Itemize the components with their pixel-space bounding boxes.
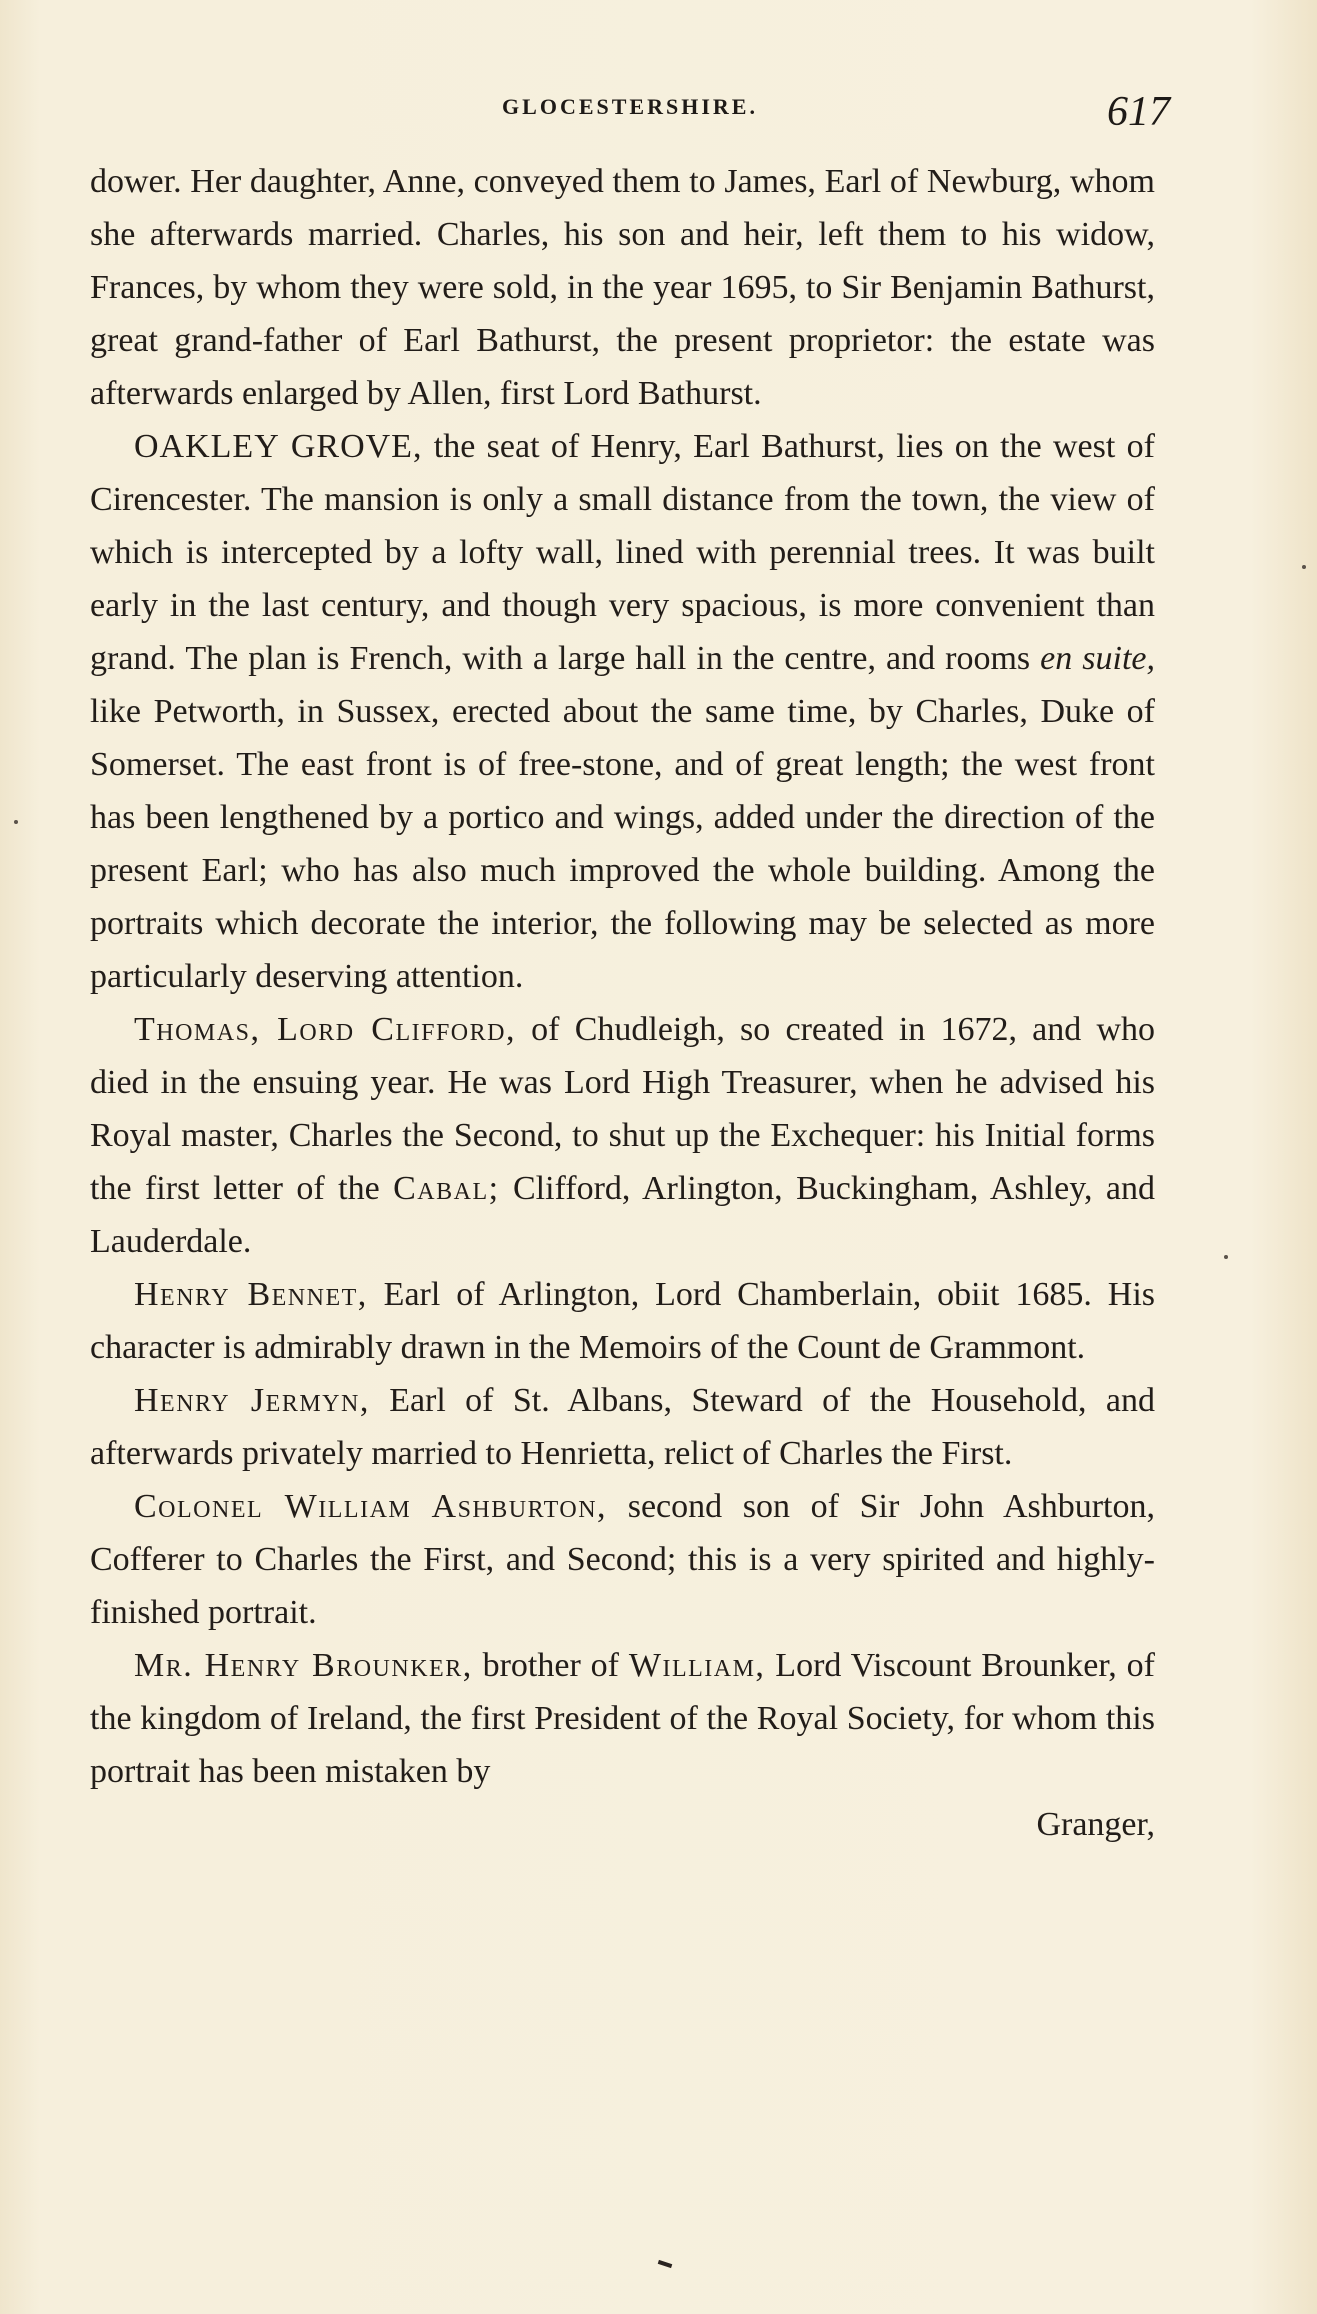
paragraph-text: like Petworth, in Sussex, erected about the same time, by Charles, Duke of Somerset. The east front is of free-stone, and of great length; the west front has been lengthened by a portico and wings, added under the direction of the present Earl; who has also much improved the whole building. Among the portraits which decorate the interior, the following may be selected as more particularly deserving attention. <box>90 693 1155 995</box>
paragraph-text: brother of <box>472 1647 629 1684</box>
paper-speck-icon <box>14 820 18 824</box>
portrait-name-clifford: Thomas, Lord Clifford, <box>134 1011 516 1048</box>
paragraph-henry-jermyn <box>90 1374 1155 1480</box>
william-name: William, <box>628 1647 766 1684</box>
catchword-text: Granger, <box>1036 1806 1155 1843</box>
portrait-name-ashburton: Colonel William Ashburton, <box>134 1488 608 1525</box>
paragraph-text: Lord Viscount Brounker, of the kingdom of Ireland, the first President of the Royal Society, for whom this portrait has been mistaken by <box>90 1647 1156 1790</box>
portrait-name-jermyn: Henry Jermyn, <box>134 1382 370 1419</box>
paragraph-thomas-clifford <box>90 1003 1155 1268</box>
page-header <box>90 88 1170 136</box>
cabal-word: Cabal; <box>393 1170 500 1207</box>
paragraph-william-ashburton <box>90 1480 1155 1639</box>
paragraph-text: second son of Sir John Ashburton, Cofferer to Charles the First, and Second; this is a very spirited and highly-finished portrait. <box>90 1488 1155 1631</box>
printer-mark-icon <box>658 2260 673 2268</box>
catchword <box>90 1798 1155 1851</box>
body-text <box>90 155 1155 1851</box>
paragraph-text: of Chudleigh, so created in 1672, and who died in the ensuing year. He was Lord High Treasurer, when he advised his Royal master, Charles the Second, to shut up the Exchequer: his Initial forms the first letter of the <box>90 1011 1155 1207</box>
paragraph-henry-brounker <box>90 1639 1155 1798</box>
paper-speck-icon <box>1224 1255 1228 1259</box>
portrait-name-bennet: Henry Bennet, <box>134 1276 368 1313</box>
paragraph-text: Earl of St. Albans, Steward of the Household, and afterwards privately married to Henrietta, relict of Charles the First. <box>90 1382 1155 1472</box>
paragraph-text: the seat of Henry, Earl Bathurst, lies on the west of Cirencester. The mansion is only a small distance from the town, the view of which is intercepted by a lofty wall, lined with perennial trees. It was built early in the last century, and though very spacious, is more convenient than grand. The plan is French, with a large hall in the centre, and rooms <box>90 428 1155 677</box>
paragraph-oakley-grove <box>90 420 1155 1003</box>
paragraph-dower <box>90 155 1155 420</box>
paragraph-henry-bennet <box>90 1268 1155 1374</box>
paragraph-text: Earl of Arlington, Lord Chamberlain, obiit 1685. His character is admirably drawn in the Memoirs of the Count de Grammont. <box>90 1276 1155 1366</box>
page-number: 617 <box>1107 89 1170 135</box>
paragraph-text: dower. Her daughter, Anne, conveyed them to James, Earl of Newburg, whom she afterwards married. Charles, his son and heir, left them to his widow, Frances, by whom they were sold, in the year 1695, to Sir Benjamin Bathurst, great grand-father of Earl Bathurst, the present proprietor: the estate was afterwards enlarged by Allen, first Lord Bathurst. <box>90 163 1155 412</box>
paper-speck-icon <box>1302 565 1306 569</box>
paragraph-text: Clifford, Arlington, Buckingham, Ashley, and Lauderdale. <box>90 1170 1155 1260</box>
running-head: GLOCESTERSHIRE. <box>502 94 758 119</box>
portrait-name-brounker: Mr. Henry Brounker, <box>134 1647 473 1684</box>
oakley-grove-heading: OAKLEY GROVE, <box>134 428 423 465</box>
italic-en-suite: en suite, <box>1040 640 1155 677</box>
